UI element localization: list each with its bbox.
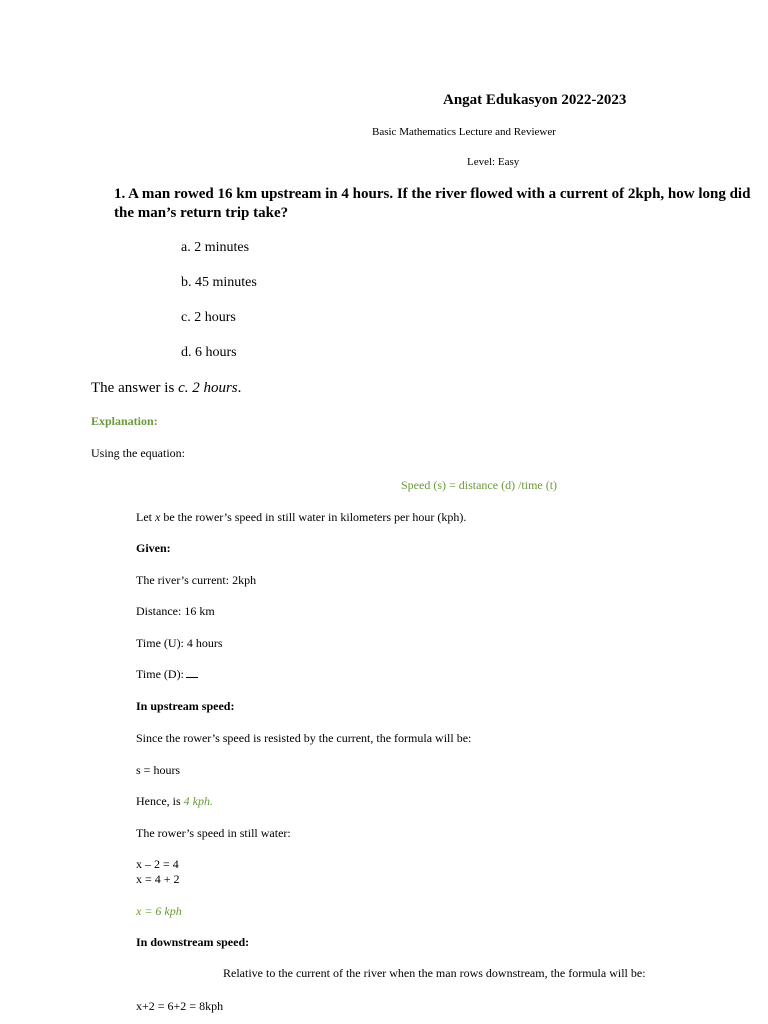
given-distance: Distance: 16 km bbox=[136, 604, 215, 618]
upstream-heading: In upstream speed: bbox=[136, 699, 235, 713]
upstream-text: Since the rower’s speed is resisted by the current, the formula will be: bbox=[136, 731, 472, 745]
document-subtitle: Basic Mathematics Lecture and Reviewer bbox=[372, 126, 556, 138]
given-time-upstream: Time (U): 4 hours bbox=[136, 636, 223, 650]
downstream-formula: x+2 = 6+2 = 8kph bbox=[136, 999, 224, 1013]
hence-value: 4 kph. bbox=[183, 794, 213, 808]
let-variable: x bbox=[155, 510, 161, 524]
let-prefix: Let bbox=[136, 510, 155, 524]
blank-line bbox=[186, 676, 198, 678]
downstream-heading: In downstream speed: bbox=[136, 935, 250, 949]
choice-c: c. 2 hours bbox=[181, 310, 236, 325]
upstream-formula: s = hours bbox=[136, 763, 181, 777]
downstream-text: Relative to the current of the river when the man rows downstream, the formula will be: bbox=[223, 966, 646, 980]
still-water-text: The rower’s speed in still water: bbox=[136, 826, 291, 840]
answer-prefix: The answer is bbox=[91, 380, 179, 396]
hence-line bbox=[136, 794, 213, 809]
given-heading: Given: bbox=[136, 541, 171, 555]
question-text: 1. A man rowed 16 km upstream in 4 hours. If the river flowed with a current of 2kph, how long did the man’s return trip take? bbox=[114, 186, 751, 221]
speed-equation: Speed (s) = distance (d) /time (t) bbox=[401, 478, 558, 492]
given-time-downstream-label: Time (D): bbox=[136, 667, 184, 681]
difficulty-level: Level: Easy bbox=[467, 156, 520, 168]
answer-line bbox=[91, 380, 241, 397]
given-current: The river’s current: 2kph bbox=[136, 573, 257, 587]
explanation-heading: Explanation: bbox=[91, 414, 158, 428]
hence-prefix: Hence, is bbox=[136, 794, 184, 808]
choice-b: b. 45 minutes bbox=[181, 275, 257, 290]
answer-suffix: . bbox=[237, 380, 242, 396]
choice-d: d. 6 hours bbox=[181, 345, 237, 360]
equation-line-1: x – 2 = 4 bbox=[136, 857, 179, 871]
let-suffix: be the rower’s speed in still water in kilometers per hour (kph). bbox=[160, 510, 467, 524]
let-statement bbox=[136, 510, 466, 525]
answer-value: c. 2 hours bbox=[178, 380, 238, 396]
equation-line-2: x = 4 + 2 bbox=[136, 872, 180, 886]
equation-result: x = 6 kph bbox=[136, 904, 182, 918]
given-time-downstream bbox=[136, 667, 198, 682]
explanation-intro: Using the equation: bbox=[91, 446, 185, 460]
document-title: Angat Edukasyon 2022-2023 bbox=[443, 92, 627, 108]
choice-a: a. 2 minutes bbox=[181, 240, 250, 255]
